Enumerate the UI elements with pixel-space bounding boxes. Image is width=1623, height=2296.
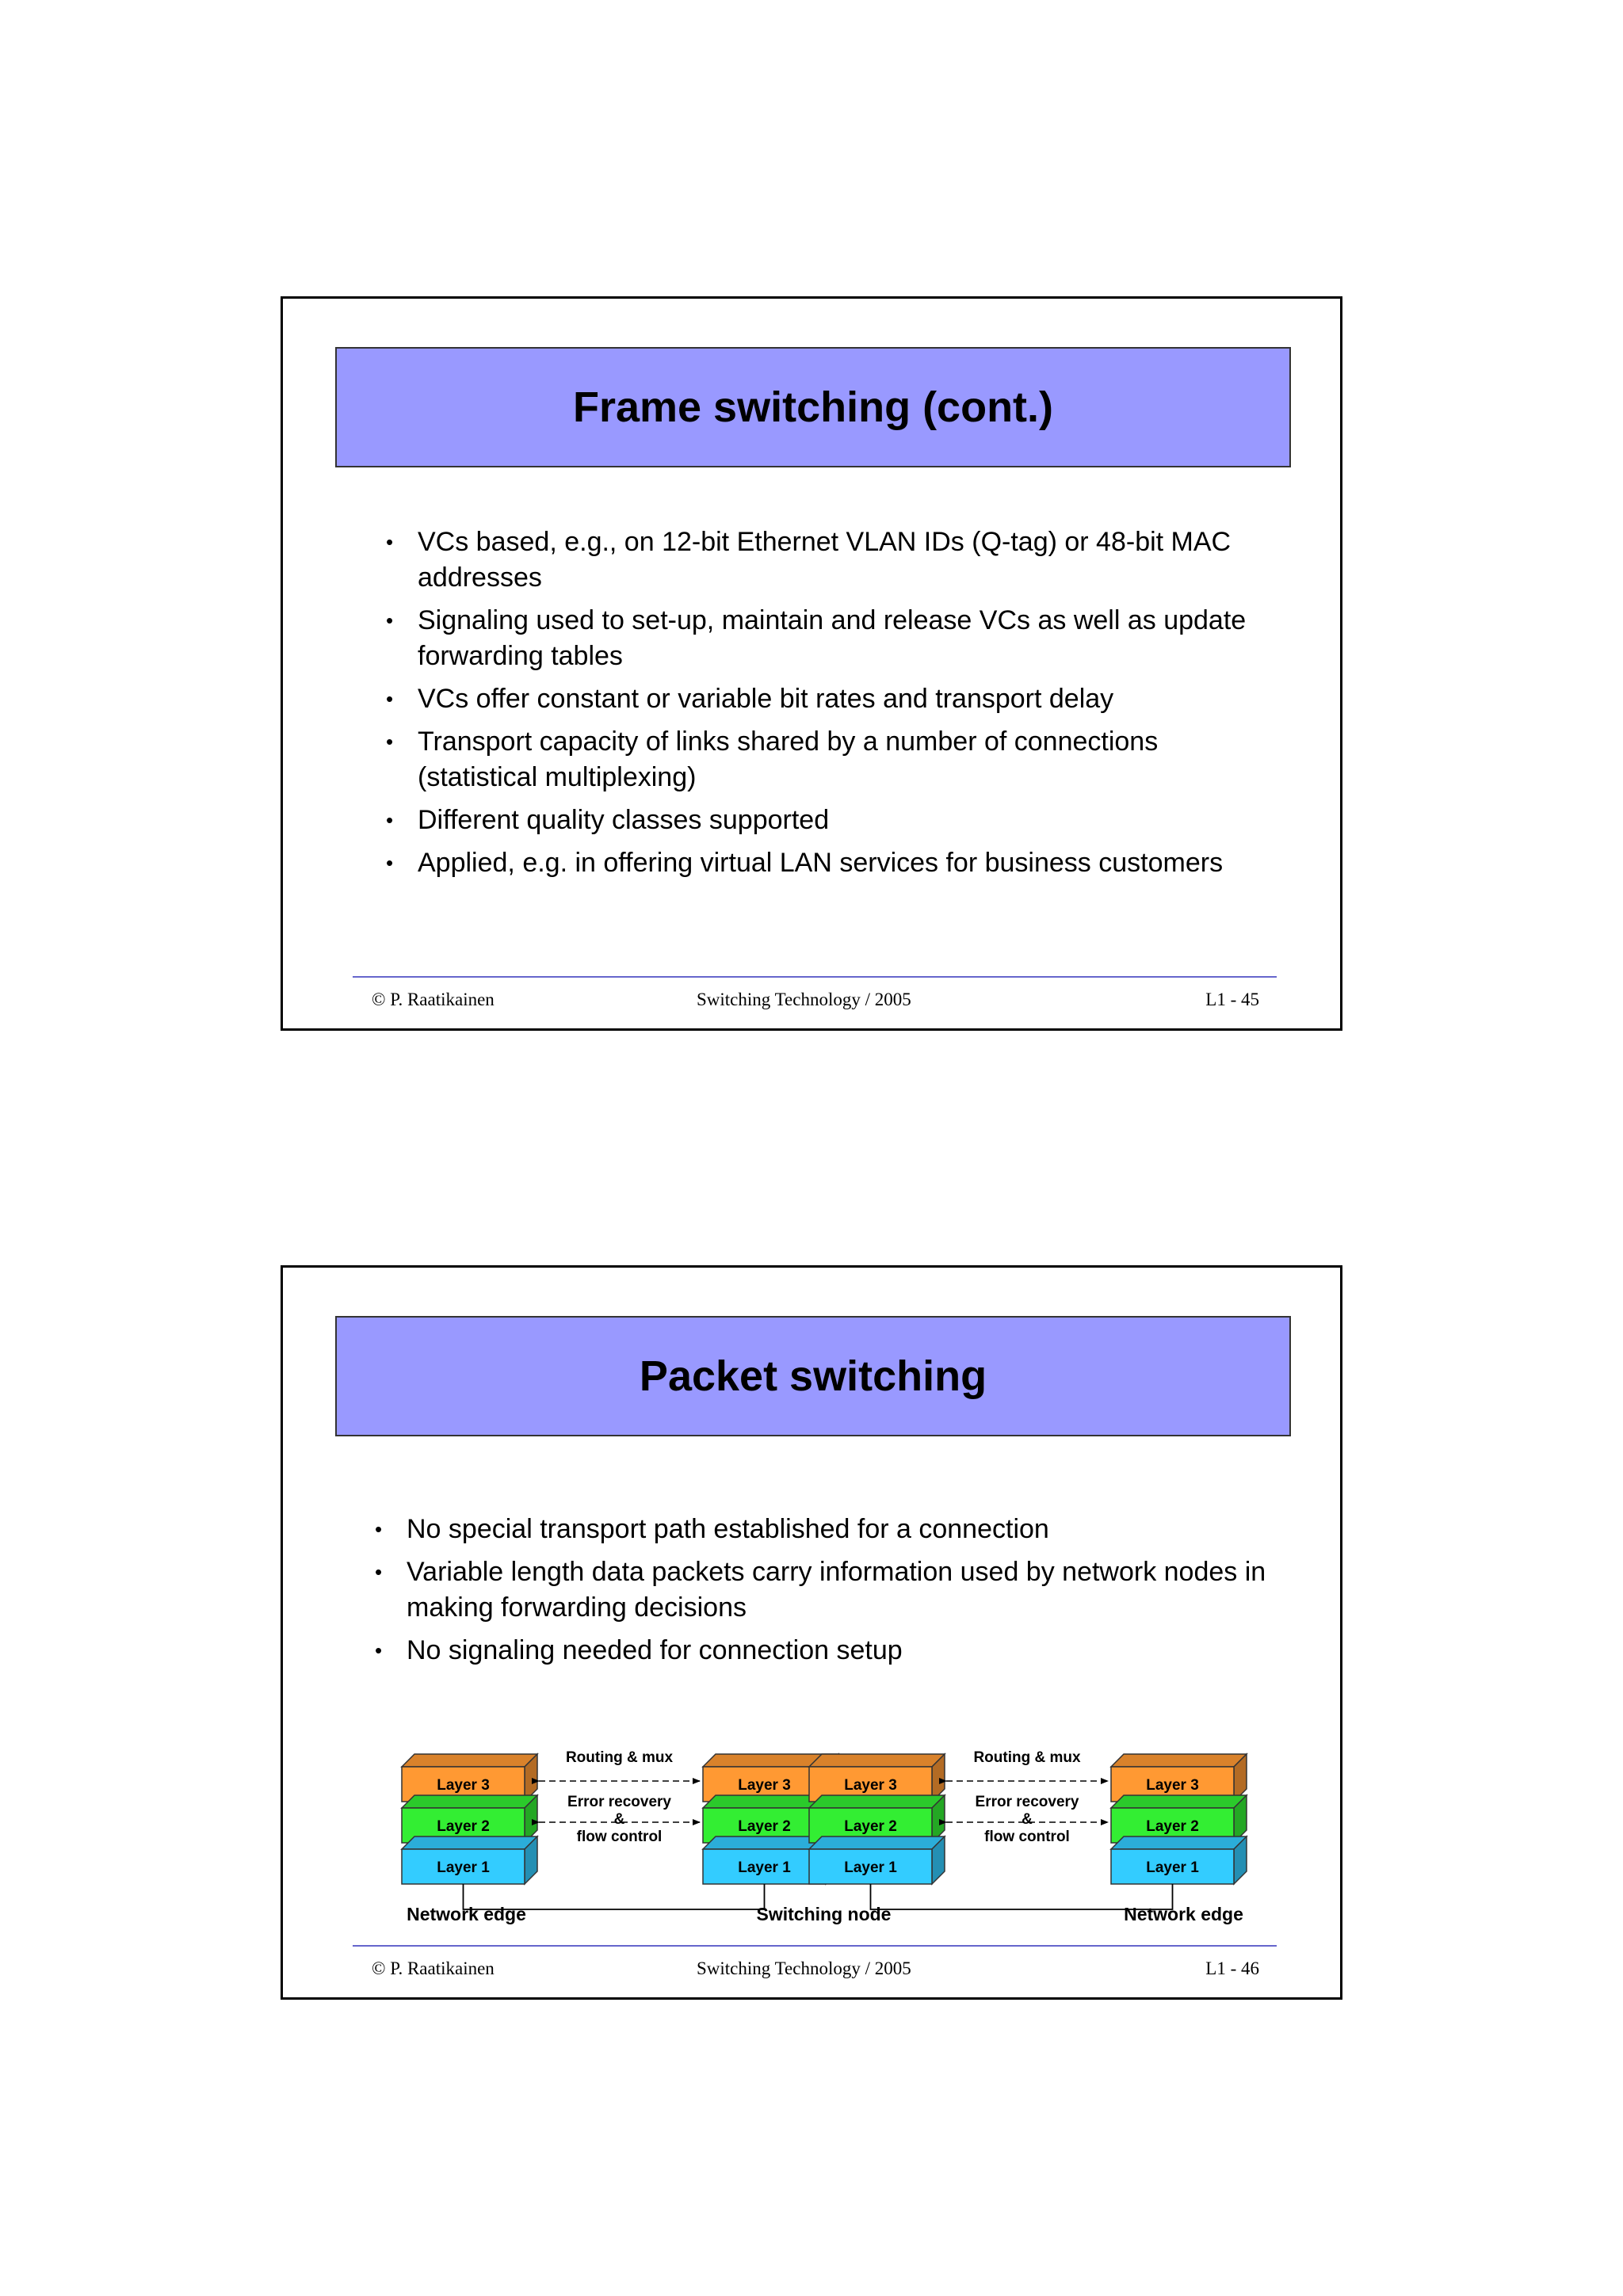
footer-course: Switching Technology / 2005 [697,990,911,1009]
diagram-caption: Switching node [756,1904,892,1924]
layer-label: Layer 3 [738,1777,791,1794]
diagram-caption: Network edge [1124,1904,1243,1924]
bullet-item: • Different quality classes supported [386,803,1266,838]
layer-box [809,1795,945,1843]
layer-label: Layer 3 [1146,1777,1199,1794]
layer-label: Layer 3 [844,1777,897,1794]
slide-46 [281,1265,1342,2000]
bullet-item: • VCs based, e.g., on 12-bit Ethernet VLAN IDs (Q-tag) or 48-bit MAC addresses [386,524,1266,596]
layer-box [1111,1795,1247,1843]
error-recovery-label: Error recovery [567,1794,671,1810]
bullet-item: • Transport capacity of links shared by a number of connections (statistical multiplexing) [386,724,1266,795]
bullet-item: • Signaling used to set-up, maintain and release VCs as well as update forwarding tables [386,603,1266,674]
footer-author: © P. Raatikainen [372,1958,495,1978]
layer-box [402,1836,537,1884]
layer-box [809,1754,945,1802]
footer-course: Switching Technology / 2005 [697,1958,911,1978]
diagram-caption: Network edge [407,1904,526,1924]
layer-label: Layer 3 [437,1777,490,1794]
bullet-item: • No signaling needed for connection setup [375,1633,1270,1669]
ampersand-label: & [613,1811,625,1828]
footer-page-number: L1 - 46 [1205,1958,1259,1978]
layer-box [402,1754,537,1802]
footer-divider [353,976,1277,978]
routing-label: Routing & mux [565,1749,674,1766]
routing-label: Routing & mux [973,1749,1081,1766]
bullet-item: • VCs offer constant or variable bit rates and transport delay [386,681,1266,717]
bullet-item: • No special transport path established for a connection [375,1512,1270,1547]
layer-label: Layer 2 [844,1818,897,1835]
bullet-item: • Variable length data packets carry information used by network nodes in making forwarding decisions [375,1554,1270,1626]
bullet-item: • Applied, e.g. in offering virtual LAN services for business customers [386,845,1266,881]
layer-label: Layer 2 [738,1818,791,1835]
layer-box [1111,1836,1247,1884]
protocol-stack-diagram [283,1268,1340,1997]
layer-label: Layer 1 [738,1859,791,1876]
slide-title: Packet switching [639,1352,987,1400]
flow-control-label: flow control [984,1829,1070,1845]
slide-45 [281,296,1342,1031]
flow-control-label: flow control [576,1829,663,1845]
layer-label: Layer 2 [1146,1818,1199,1835]
layer-label: Layer 1 [844,1859,897,1876]
footer-divider [353,1945,1277,1947]
layer-box [402,1795,537,1843]
bullet-list [386,524,1266,888]
ampersand-label: & [1022,1811,1033,1828]
error-recovery-label: Error recovery [975,1794,1079,1810]
footer-page-number: L1 - 45 [1205,990,1259,1009]
footer-author: © P. Raatikainen [372,990,495,1009]
layer-label: Layer 1 [1146,1859,1199,1876]
slide-title-box [335,347,1291,467]
layer-label: Layer 2 [437,1818,490,1835]
layer-box [1111,1754,1247,1802]
slide-title: Frame switching (cont.) [572,383,1054,431]
layer-label: Layer 1 [437,1859,490,1876]
layer-box [809,1836,945,1884]
